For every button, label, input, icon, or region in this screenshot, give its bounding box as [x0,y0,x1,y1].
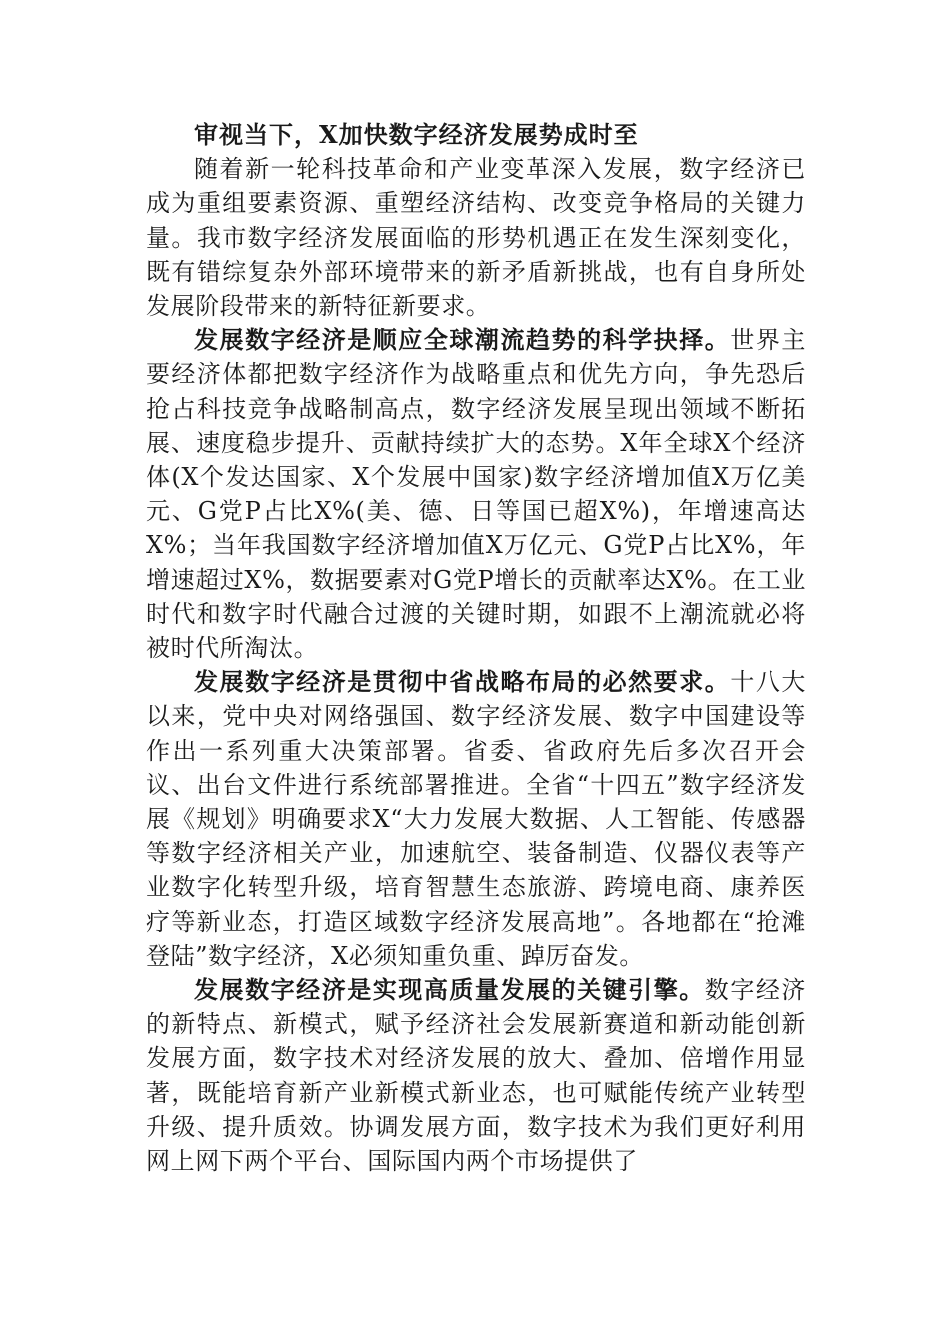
paragraph-lead: 发展数字经济是顺应全球潮流趋势的科学抉择。 [194,325,731,355]
paragraph-strategy [146,665,806,973]
paragraph-body: 数字经济的新特点、新模式，赋予经济社会发展新赛道和新动能创新发展方面，数字技术对经济发展的放大、叠加、倍增作用显著，既能培育新产业新模式新业态，也可赋能传统产业转型升级、提升质效。协调发展方面，数字技术为我们更好利用网上网下两个平台、国际国内两个市场提供了 [146,976,806,1176]
paragraph-lead: 发展数字经济是贯彻中省战略布局的必然要求。 [194,667,731,697]
paragraph-lead: 发展数字经济是实现高质量发展的关键引擎。 [194,975,705,1005]
paragraph-body: 世界主要经济体都把数字经济作为战略重点和优先方向，争先恐后抢占科技竞争战略制高点，数字经济发展呈现出领域不断拓展、速度稳步提升、贡献持续扩大的态势。X年全球X个经济体(X个发达国家、X个发展中国家)数字经济增加值X万亿美元、G党P占比X%(美、德、日等国已超X%)，年增速高达X%；当年我国数字经济增加值X万亿元、G党P占比X%，年增速超过X%，数据要素对G党P增长的贡献率达X%。在工业时代和数字时代融合过渡的关键时期，如跟不上潮流就必将被时代所淘汰。 [146,326,806,663]
paragraph-engine [146,973,806,1178]
section-heading: 审视当下，X加快数字经济发展势成时至 [194,120,639,149]
document-page [146,118,806,1178]
paragraph-intro [146,152,806,323]
paragraph-body: 随着新一轮科技革命和产业变革深入发展，数字经济已成为重组要素资源、重塑经济结构、改变竞争格局的关键力量。我市数字经济发展面临的形势机遇正在发生深刻变化，既有错综复杂外部环境带来的新矛盾新挑战，也有自身所处发展阶段带来的新特征新要求。 [146,155,806,321]
paragraph-global-trend [146,323,806,665]
paragraph-body: 十八大以来，党中央对网络强国、数字经济发展、数字中国建设等作出一系列重大决策部署。省委、省政府先后多次召开会议、出台文件进行系统部署推进。全省“十四五”数字经济发展《规划》明确要求X“大力发展大数据、人工智能、传感器等数字经济相关产业，加速航空、装备制造、仪器仪表等产业数字化转型升级，培育智慧生态旅游、跨境电商、康养医疗等新业态，打造区域数字经济发展高地”。各地都在“抢滩登陆”数字经济，X必须知重负重、踔厉奋发。 [146,668,806,970]
